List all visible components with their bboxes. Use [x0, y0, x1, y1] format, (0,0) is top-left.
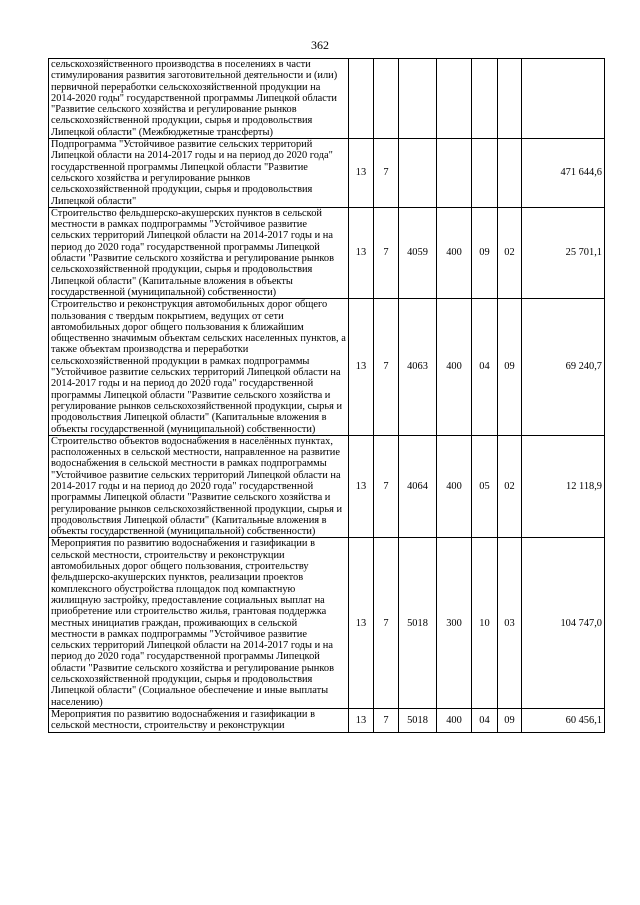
cell-sum: 104 747,0 [522, 538, 605, 708]
table-row [49, 708, 605, 732]
budget-table [48, 58, 605, 733]
cell-division: 10 [472, 538, 498, 708]
cell-subdivision: 03 [498, 538, 522, 708]
cell-expense-type: 400 [437, 435, 472, 538]
table-row [49, 139, 605, 208]
cell-ministry-code: 13 [349, 207, 374, 298]
cell-subdivision [498, 59, 522, 139]
row-description: Мероприятия по развитию водоснабжения и газификации в сельской местности, строительству и реконструкции [49, 708, 349, 732]
row-description: Подпрограмма "Устойчивое развитие сельских территорий Липецкой области на 2014-2017 годы и на период до 2020 года" государственной программы Липецкой области "Развитие сельского хозяйства и регулирование рынков сельскохозяйственной продукции, сырья и продовольствия Липецкой области" [49, 139, 349, 208]
cell-target-article: 5018 [399, 538, 437, 708]
cell-expense-type: 400 [437, 708, 472, 732]
cell-sum: 60 456,1 [522, 708, 605, 732]
table-row [49, 59, 605, 139]
cell-target-article: 4059 [399, 207, 437, 298]
cell-ministry-code: 13 [349, 139, 374, 208]
table-row [49, 299, 605, 436]
cell-sum: 471 644,6 [522, 139, 605, 208]
row-description: Строительство и реконструкция автомобильных дорог общего пользования с твердым покрытием, ведущих от сети автомобильных дорог общего пользования к ближайшим общественно значимым объектам сельских населенных пунктов, а также объектам производства и переработки сельскохозяйственной продукции в рамках подпрограммы "Устойчивое развитие сельских территорий Липецкой области на 2014-2017 годы и на период до 2020 года" государственной программы Липецкой области "Развитие сельского хозяйства и регулирование рынков сельскохозяйственной продукции, сырья и продовольствия Липецкой области" (Капитальные вложения в объекты государственной (муниципальной) собственности) [49, 299, 349, 436]
cell-expense-type: 400 [437, 299, 472, 436]
cell-section-code: 7 [374, 538, 399, 708]
page-number: 362 [311, 38, 329, 52]
cell-sum: 69 240,7 [522, 299, 605, 436]
cell-subdivision [498, 139, 522, 208]
cell-division: 09 [472, 207, 498, 298]
row-description: Строительство фельдшерско-акушерских пунктов в сельской местности в рамках подпрограммы "Устойчивое развитие сельских территорий Липецкой области на 2014-2017 годы и на период до 2020 года" государственной программы Липецкой области "Развитие сельского хозяйства и регулирование рынков сельскохозяйственной продукции, сырья и продовольствия Липецкой области" (Капитальные вложения в объекты государственной (муниципальной) собственности) [49, 207, 349, 298]
cell-section-code: 7 [374, 299, 399, 436]
cell-subdivision: 02 [498, 435, 522, 538]
row-description: Строительство объектов водоснабжения в населённых пунктах, расположенных в сельской местности, направленное на развитие водоснабжения в сельской местности в рамках подпрограммы "Устойчивое развитие сельских территорий Липецкой области на 2014-2017 годы и на период до 2020 года" государственной программы Липецкой области "Развитие сельского хозяйства и регулирование рынков сельскохозяйственной продукции, сырья и продовольствия Липецкой области" (Капитальные вложения в объекты государственной (муниципальной) собственности) [49, 435, 349, 538]
row-description: сельскохозяйственного производства в поселениях в части стимулирования развития заготовительной деятельности и (или) первичной переработки сельскохозяйственной продукции на 2014-2020 годы" государственной программы Липецкой области "Развитие сельского хозяйства и регулирование рынков сельскохозяйственной продукции, сырья и продовольствия Липецкой области" (Межбюджетные трансферты) [49, 59, 349, 139]
cell-division: 04 [472, 708, 498, 732]
row-description: Мероприятия по развитию водоснабжения и газификации в сельской местности, строительству и реконструкции автомобильных дорог общего пользования, строительству фельдшерско-акушерских пунктов, реализации проектов комплексного обустройства площадок под компактную жилищную застройку, предоставление социальных выплат на приобретение или строительство жилья, грантовая поддержка местных инициатив граждан, проживающих в сельской местности в рамках подпрограммы "Устойчивое развитие сельских территорий Липецкой области на 2014-2017 годы и на период до 2020 года" государственной программы Липецкой области "Развитие сельского хозяйства и регулирование рынков сельскохозяйственной продукции, сырья и продовольствия Липецкой области" (Социальное обеспечение и иные выплаты населению) [49, 538, 349, 708]
cell-sum [522, 59, 605, 139]
cell-expense-type [437, 139, 472, 208]
table-row [49, 435, 605, 538]
cell-ministry-code: 13 [349, 435, 374, 538]
cell-target-article: 4063 [399, 299, 437, 436]
cell-ministry-code [349, 59, 374, 139]
cell-target-article [399, 59, 437, 139]
cell-sum: 12 118,9 [522, 435, 605, 538]
cell-section-code: 7 [374, 708, 399, 732]
cell-section-code: 7 [374, 435, 399, 538]
cell-division: 05 [472, 435, 498, 538]
cell-section-code [374, 59, 399, 139]
cell-target-article: 5018 [399, 708, 437, 732]
cell-subdivision: 02 [498, 207, 522, 298]
cell-subdivision: 09 [498, 299, 522, 436]
cell-division [472, 59, 498, 139]
cell-ministry-code: 13 [349, 299, 374, 436]
cell-section-code: 7 [374, 139, 399, 208]
cell-target-article [399, 139, 437, 208]
cell-expense-type: 300 [437, 538, 472, 708]
table-row [49, 207, 605, 298]
cell-sum: 25 701,1 [522, 207, 605, 298]
cell-ministry-code: 13 [349, 708, 374, 732]
cell-target-article: 4064 [399, 435, 437, 538]
cell-subdivision: 09 [498, 708, 522, 732]
cell-section-code: 7 [374, 207, 399, 298]
cell-expense-type [437, 59, 472, 139]
cell-ministry-code: 13 [349, 538, 374, 708]
cell-division [472, 139, 498, 208]
cell-division: 04 [472, 299, 498, 436]
table-row [49, 538, 605, 708]
cell-expense-type: 400 [437, 207, 472, 298]
